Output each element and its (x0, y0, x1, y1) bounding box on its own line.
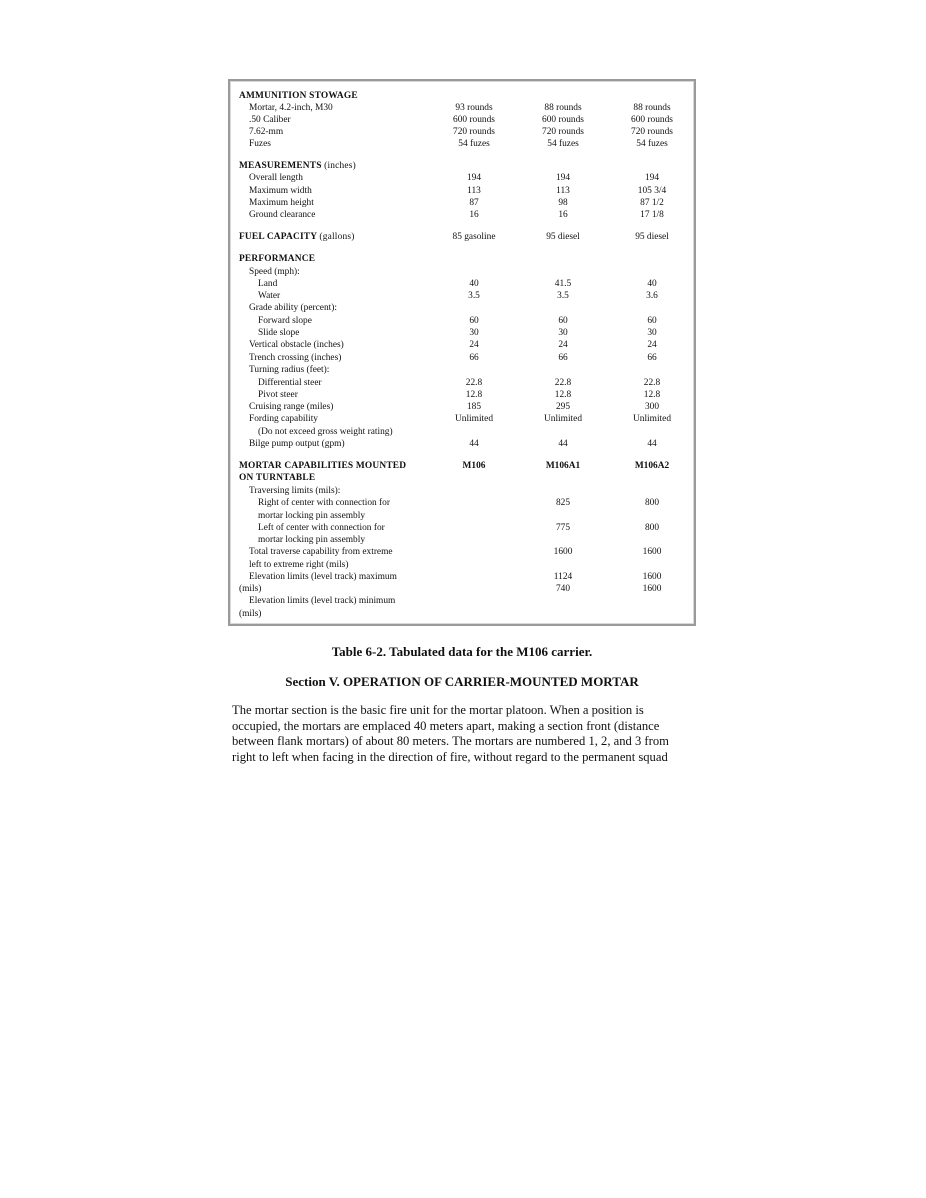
row-label (239, 460, 406, 472)
row-label-text: mortar locking pin assembly (258, 511, 366, 521)
row-label (249, 266, 300, 278)
row-label-text: mortar locking pin assembly (258, 535, 366, 545)
cell-value-col1: 3.5 (468, 291, 480, 301)
row-label-text: Pivot steer (258, 390, 298, 400)
row-label (249, 339, 344, 351)
cell-value-col2: 95 diesel (546, 232, 580, 242)
row-label-text: Overall length (249, 173, 303, 183)
table-row (230, 339, 694, 351)
row-label (249, 595, 395, 607)
cell-value-col1: 113 (467, 186, 481, 196)
table-row (230, 510, 694, 522)
row-label (258, 327, 299, 339)
row-label-text: Traversing limits (mils): (249, 486, 341, 496)
row-label (239, 472, 315, 484)
cell-value-col3: 30 (647, 328, 657, 338)
cell-value-col2: 16 (558, 210, 568, 220)
row-label (249, 438, 345, 450)
cell-value-col2: 98 (558, 198, 568, 208)
row-label-text: MORTAR CAPABILITIES MOUNTED (239, 461, 407, 471)
row-label-text: Turning radius (feet): (249, 365, 330, 375)
table-row (230, 364, 694, 376)
cell-value-col2: 3.5 (557, 291, 569, 301)
cell-value-col1: 60 (469, 316, 479, 326)
cell-value-col1: 54 fuzes (458, 139, 490, 149)
cell-value-col2: 60 (558, 316, 568, 326)
cell-value-col3: 1600 (642, 572, 662, 582)
row-label-text: Elevation limits (level track) maximum (249, 572, 397, 582)
row-label-text: (mils) (239, 584, 262, 594)
row-label-text: Differential steer (258, 378, 322, 388)
cell-value-col1: 600 rounds (453, 115, 495, 125)
row-label (249, 172, 303, 184)
cell-value-col1: 22.8 (465, 378, 483, 388)
row-label (249, 401, 333, 413)
row-label-text: Maximum height (249, 198, 314, 208)
table-row (230, 126, 694, 138)
cell-value-col1: 87 (469, 198, 479, 208)
table-row (230, 426, 694, 438)
cell-value-col2: 825 (555, 498, 571, 508)
cell-value-col2: 88 rounds (544, 103, 582, 113)
cell-value-col3: 22.8 (643, 378, 661, 388)
cell-value-col3: 720 rounds (631, 127, 673, 137)
cell-value-col3: 17 1/8 (640, 210, 664, 220)
cell-value-col1: M106 (462, 461, 486, 471)
row-label (249, 209, 315, 221)
table-row (230, 290, 694, 302)
cell-value-col2: 12.8 (554, 390, 572, 400)
cell-value-col1: 44 (469, 439, 479, 449)
row-label (258, 497, 390, 509)
cell-value-col1: 24 (469, 340, 479, 350)
table-row (230, 401, 694, 413)
table-row (230, 497, 694, 509)
cell-value-col2: 24 (558, 340, 568, 350)
row-label (258, 522, 385, 534)
table-section-header (230, 472, 694, 484)
table-row (230, 266, 694, 278)
table-section-header (230, 253, 694, 265)
row-label (258, 534, 365, 546)
row-label-text: MEASUREMENTS (239, 161, 322, 171)
table-row (230, 534, 694, 546)
row-label-text: Fuzes (249, 139, 271, 149)
table-row (230, 389, 694, 401)
cell-value-col3: 60 (647, 316, 657, 326)
row-label (258, 278, 277, 290)
table-row (230, 559, 694, 571)
table-row (230, 485, 694, 497)
row-label-text: 7.62-mm (249, 127, 284, 137)
table-section-header (230, 90, 694, 102)
cell-value-col3: 40 (647, 279, 657, 289)
table-row (230, 438, 694, 450)
table-row (230, 413, 694, 425)
cell-value-col2: 54 fuzes (547, 139, 579, 149)
cell-value-col3: 44 (647, 439, 657, 449)
row-label-text: PERFORMANCE (239, 254, 316, 264)
table-row (230, 197, 694, 209)
cell-value-col3: 54 fuzes (636, 139, 668, 149)
row-label-text: Cruising range (miles) (249, 402, 334, 412)
row-label (239, 160, 356, 172)
cell-value-col1: 93 rounds (455, 103, 493, 113)
row-label (239, 608, 261, 620)
cell-value-col2: 1600 (553, 547, 573, 557)
cell-value-col2: 66 (558, 353, 568, 363)
row-label-text: .50 Caliber (249, 115, 291, 125)
row-label (249, 364, 329, 376)
cell-value-col3: 1600 (642, 584, 662, 594)
cell-value-col3: 66 (647, 353, 657, 363)
row-label (258, 389, 298, 401)
data-table (228, 79, 696, 626)
cell-value-col1: 66 (469, 353, 479, 363)
cell-value-col3: 12.8 (643, 390, 661, 400)
row-unit: (inches) (324, 161, 356, 171)
cell-value-col2: 41.5 (554, 279, 572, 289)
table-row (230, 327, 694, 339)
row-label-text: Fording capability (249, 414, 318, 424)
cell-value-col1: Unlimited (454, 414, 494, 424)
cell-value-col3: Unlimited (632, 414, 672, 424)
cell-value-col3: 600 rounds (631, 115, 673, 125)
row-label-text: Elevation limits (level track) minimum (249, 596, 396, 606)
cell-value-col3: 800 (644, 498, 660, 508)
row-label (249, 546, 393, 558)
row-label (249, 413, 318, 425)
row-label (258, 510, 365, 522)
row-label (249, 197, 314, 209)
row-label (249, 114, 291, 126)
cell-value-col2: 600 rounds (542, 115, 584, 125)
cell-value-col1: 16 (469, 210, 479, 220)
row-label-text: Water (258, 291, 281, 301)
table-row (230, 302, 694, 314)
cell-value-col2: 44 (558, 439, 568, 449)
paragraph-line: occupied, the mortars are emplaced 40 meters apart, making a section front (distance (232, 718, 660, 733)
body-paragraph (232, 703, 702, 765)
row-label-text: Land (258, 279, 278, 289)
cell-value-col2: 720 rounds (542, 127, 584, 137)
cell-value-col2: 1124 (553, 572, 573, 582)
row-label-text: ON TURNTABLE (239, 473, 316, 483)
row-label-text: Total traverse capability from extreme (249, 547, 393, 557)
table-row (230, 172, 694, 184)
cell-value-col1: 85 gasoline (452, 232, 496, 242)
table-caption: Table 6-2. Tabulated data for the M106 carrier. (331, 644, 593, 659)
cell-value-col2: Unlimited (543, 414, 583, 424)
table-section-header (230, 160, 694, 172)
row-label (239, 90, 358, 102)
row-label-text: (Do not exceed gross weight rating) (258, 427, 393, 437)
table-rows (230, 81, 694, 624)
cell-value-col3: M106A2 (634, 461, 670, 471)
row-label-text: Speed (mph): (249, 267, 300, 277)
row-label-text: FUEL CAPACITY (239, 232, 317, 242)
row-label (239, 231, 355, 243)
table-row (230, 595, 694, 607)
cell-value-col3: 3.6 (646, 291, 658, 301)
row-label-text: Mortar, 4.2-inch, M30 (249, 103, 333, 113)
row-label (249, 302, 337, 314)
table-row (230, 377, 694, 389)
row-label-text: left to extreme right (mils) (249, 560, 349, 570)
table-row (230, 571, 694, 583)
table-row (230, 102, 694, 114)
paragraph-line: between flank mortars) of about 80 meters. The mortars are numbered 1, 2, and 3 from (232, 734, 669, 748)
row-label-text: Left of center with connection for (258, 523, 385, 533)
row-label-text: Maximum width (249, 186, 312, 196)
table-row (230, 583, 694, 595)
row-label-text: Ground clearance (249, 210, 316, 220)
section-title: Section V. OPERATION OF CARRIER-MOUNTED MORTAR (285, 674, 639, 689)
cell-value-col3: 105 3/4 (637, 186, 667, 196)
cell-value-col1: 185 (466, 402, 482, 412)
row-label-text: Slide slope (258, 328, 300, 338)
row-label (249, 138, 271, 150)
row-label-text: AMMUNITION STOWAGE (239, 91, 358, 101)
row-label (249, 126, 283, 138)
cell-value-col1: 12.8 (465, 390, 483, 400)
paragraph-line: The mortar section is the basic fire unit for the mortar platoon. When a position is (232, 703, 644, 717)
row-label-text: Trench crossing (inches) (249, 353, 342, 363)
row-label-text: Grade ability (percent): (249, 303, 337, 313)
row-unit: (gallons) (319, 232, 355, 242)
table-row (230, 315, 694, 327)
table-row (230, 138, 694, 150)
row-label (249, 352, 341, 364)
cell-value-col1: 30 (469, 328, 479, 338)
cell-value-col2: 740 (555, 584, 571, 594)
row-label-text: Forward slope (258, 316, 312, 326)
cell-value-col3: 300 (644, 402, 660, 412)
row-label-text: Right of center with connection for (258, 498, 390, 508)
row-label (258, 426, 393, 438)
row-label (249, 571, 397, 583)
row-label-text: (mils) (239, 609, 262, 619)
cell-value-col3: 24 (647, 340, 657, 350)
table-row (230, 352, 694, 364)
cell-value-col2: M106A1 (545, 461, 581, 471)
cell-value-col3: 88 rounds (633, 103, 671, 113)
table-row (230, 608, 694, 620)
table-section-header (230, 231, 694, 243)
row-label-text: Bilge pump output (gpm) (249, 439, 345, 449)
row-label (258, 290, 280, 302)
row-label-text: Vertical obstacle (inches) (249, 340, 344, 350)
cell-value-col1: 720 rounds (453, 127, 495, 137)
table-row (230, 522, 694, 534)
table-row (230, 278, 694, 290)
row-label (258, 377, 322, 389)
cell-value-col2: 113 (556, 186, 570, 196)
table-section-header (230, 460, 694, 472)
table-row (230, 185, 694, 197)
table-row (230, 209, 694, 221)
cell-value-col3: 87 1/2 (640, 198, 664, 208)
cell-value-col1: 40 (469, 279, 479, 289)
row-label (249, 485, 340, 497)
row-label (249, 102, 333, 114)
cell-value-col2: 194 (555, 173, 571, 183)
paragraph-line: right to left when facing in the direction of fire, without regard to the permanent squad (232, 749, 668, 764)
cell-value-col3: 194 (644, 173, 660, 183)
row-label (249, 185, 312, 197)
cell-value-col3: 95 diesel (635, 232, 669, 242)
cell-value-col2: 295 (555, 402, 571, 412)
cell-value-col2: 22.8 (554, 378, 572, 388)
row-label (239, 253, 315, 265)
row-label (249, 559, 348, 571)
cell-value-col3: 800 (644, 523, 660, 533)
cell-value-col2: 775 (555, 523, 571, 533)
table-row (230, 546, 694, 558)
table-row (230, 114, 694, 126)
cell-value-col1: 194 (466, 173, 482, 183)
cell-value-col3: 1600 (642, 547, 662, 557)
row-label (258, 315, 312, 327)
cell-value-col2: 30 (558, 328, 568, 338)
row-label (239, 583, 261, 595)
